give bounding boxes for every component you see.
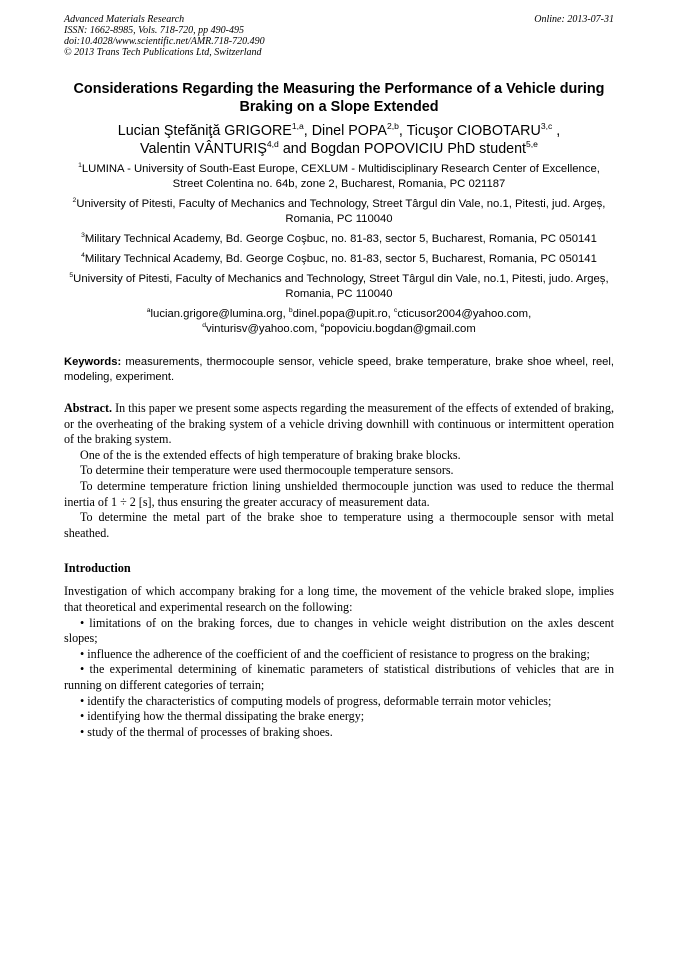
email-link[interactable]: cticusor2004@yahoo.com bbox=[397, 308, 529, 320]
affiliation bbox=[64, 197, 614, 227]
author-name: Lucian Ştefăniţă GRIGORE bbox=[117, 123, 292, 139]
bullet-item: • study of the thermal of processes of braking shoes. bbox=[80, 724, 333, 739]
bullet-item: • the experimental determining of kinematic parameters of statistical distributions of vehicles that are in running on different categories of terrain; bbox=[64, 662, 614, 692]
online-date: Online: 2013-07-31 bbox=[534, 14, 614, 25]
affiliation-number: 4 bbox=[81, 252, 85, 260]
email-link[interactable]: dinel.popa@upit.ro bbox=[292, 308, 388, 320]
affiliation-text: LUMINA - University of South-East Europe, CEXLUM - Multidisciplinary Research Center of Excellence, Street Colentina no. 64b, zone 2, Bucharest, Romania, PC 021187 bbox=[81, 163, 600, 190]
author-sep: , bbox=[552, 123, 561, 139]
section-heading: Introduction bbox=[64, 561, 131, 576]
introduction-body bbox=[64, 584, 614, 740]
journal-header bbox=[64, 14, 614, 58]
keywords-text: measurements, thermocouple sensor, vehicle speed, brake temperature, brake shoe wheel, reel, modeling, experiment. bbox=[64, 356, 614, 383]
author-name: Ticuşor CIOBOTARU bbox=[406, 123, 541, 139]
bullet-item: • identify the characteristics of computing models of progress, deformable terrain motor vehicles; bbox=[80, 693, 552, 708]
author-name: Valentin VÂNTURIŞ bbox=[140, 141, 267, 157]
keywords bbox=[64, 355, 614, 385]
copyright-line: © 2013 Trans Tech Publications Ltd, Switzerland bbox=[64, 47, 262, 58]
author-sup: 4,d bbox=[266, 139, 279, 150]
affiliation-text: Military Technical Academy, Bd. George Coşbuc, no. 81-83, sector 5, Bucharest, Romania, PC 050141 bbox=[84, 253, 597, 265]
bullet-item: • limitations of on the braking forces, due to changes in vehicle weight distribution on the axles descent slopes; bbox=[64, 615, 614, 646]
abstract bbox=[64, 401, 614, 541]
email-link[interactable]: popoviciu.bogdan@gmail.com bbox=[324, 323, 476, 335]
author-sep: , bbox=[303, 123, 312, 139]
introduction-lead: Investigation of which accompany braking for a long time, the movement of the vehicle braked slope, implies that theoretical and experimental research on the following: bbox=[64, 584, 614, 614]
journal-name: Advanced Materials Research bbox=[64, 14, 185, 25]
affiliation-number: 5 bbox=[69, 272, 74, 280]
affiliation bbox=[64, 232, 614, 247]
author-name: Dinel POPA bbox=[311, 123, 387, 139]
keywords-label: Keywords: bbox=[64, 356, 122, 368]
affiliation bbox=[64, 162, 614, 192]
author-sup: 5,e bbox=[526, 139, 538, 150]
abstract-text: In this paper we present some aspects regarding the measurement of the effects of extended of braking, or the overheating of the braking system of a vehicle driving downhill with continuous or intermittent operation of the braking system. bbox=[64, 401, 614, 447]
abstract-paragraph: To determine temperature friction lining unshielded thermocouple junction was used to reduce the thermal inertia of 1 ÷ 2 [s], thus ensuring the greater accuracy of measurement data. bbox=[64, 478, 614, 509]
bullet-item: • influence the adherence of the coefficient of and the coefficient of resistance to progress on the braking; bbox=[80, 646, 590, 661]
affiliation-list bbox=[64, 162, 614, 302]
author-name: Bogdan POPOVICIU PhD student bbox=[310, 141, 527, 157]
affiliation-number: 1 bbox=[78, 162, 82, 170]
abstract-label: Abstract. bbox=[64, 401, 113, 415]
doi-line: doi:10.4028/www.scientific.net/AMR.718-720.490 bbox=[64, 36, 265, 47]
paper-page bbox=[64, 14, 614, 740]
affiliation-text: Military Technical Academy, Bd. George Coşbuc, no. 81-83, sector 5, Bucharest, Romania, PC 050141 bbox=[84, 233, 597, 245]
author-sup: 2,b bbox=[386, 121, 399, 132]
bullet-item: • identifying how the thermal dissipating the brake energy; bbox=[80, 709, 365, 724]
email-link[interactable]: lucian.grigore@lumina.org bbox=[150, 308, 283, 320]
abstract-paragraph: One of the is the extended effects of high temperature of braking brake blocks. bbox=[80, 447, 461, 462]
affiliation-text: University of Pitesti, Faculty of Mechanics and Technology, Street Târgul din Vale, no.1, Pitesti, judo. Argeș, Romania, PC 110040 bbox=[73, 273, 609, 300]
email-link[interactable]: vinturisv@yahoo.com bbox=[206, 323, 315, 335]
paper-title: Considerations Regarding the Measuring the Performance of a Vehicle during Braking on a Slope Extended bbox=[73, 81, 605, 115]
affiliation-text: University of Pitesti, Faculty of Mechanics and Technology, Street Târgul din Vale, no.1, Pitesti, jud. Argeș, Romania, PC 110040 bbox=[76, 198, 606, 225]
author-list bbox=[64, 122, 614, 158]
author-sup: 1,a bbox=[291, 121, 304, 132]
email-list: $^a$lucian.grigore@lumina.org, $^b$dinel.popa@upit.ro, $^c$cticusor2004@yahoo.com, $^d$vinturisv@yahoo.com, $^e$popoviciu.bogdan@gmail.com bbox=[146, 307, 532, 335]
author-sep: and bbox=[278, 141, 311, 157]
affiliation bbox=[64, 252, 614, 267]
issn-line: ISSN: 1662-8985, Vols. 718-720, pp 490-495 bbox=[64, 25, 244, 36]
affiliation bbox=[64, 272, 614, 302]
affiliation-number: 3 bbox=[81, 232, 85, 240]
author-sup: 3,c bbox=[540, 121, 553, 132]
affiliation-number: 2 bbox=[72, 197, 77, 205]
author-sep: , bbox=[398, 123, 407, 139]
abstract-paragraph: To determine their temperature were used thermocouple temperature sensors. bbox=[80, 463, 454, 478]
abstract-paragraph: To determine the metal part of the brake shoe to temperature using a thermocouple sensor with metal sheathed. bbox=[64, 510, 614, 540]
